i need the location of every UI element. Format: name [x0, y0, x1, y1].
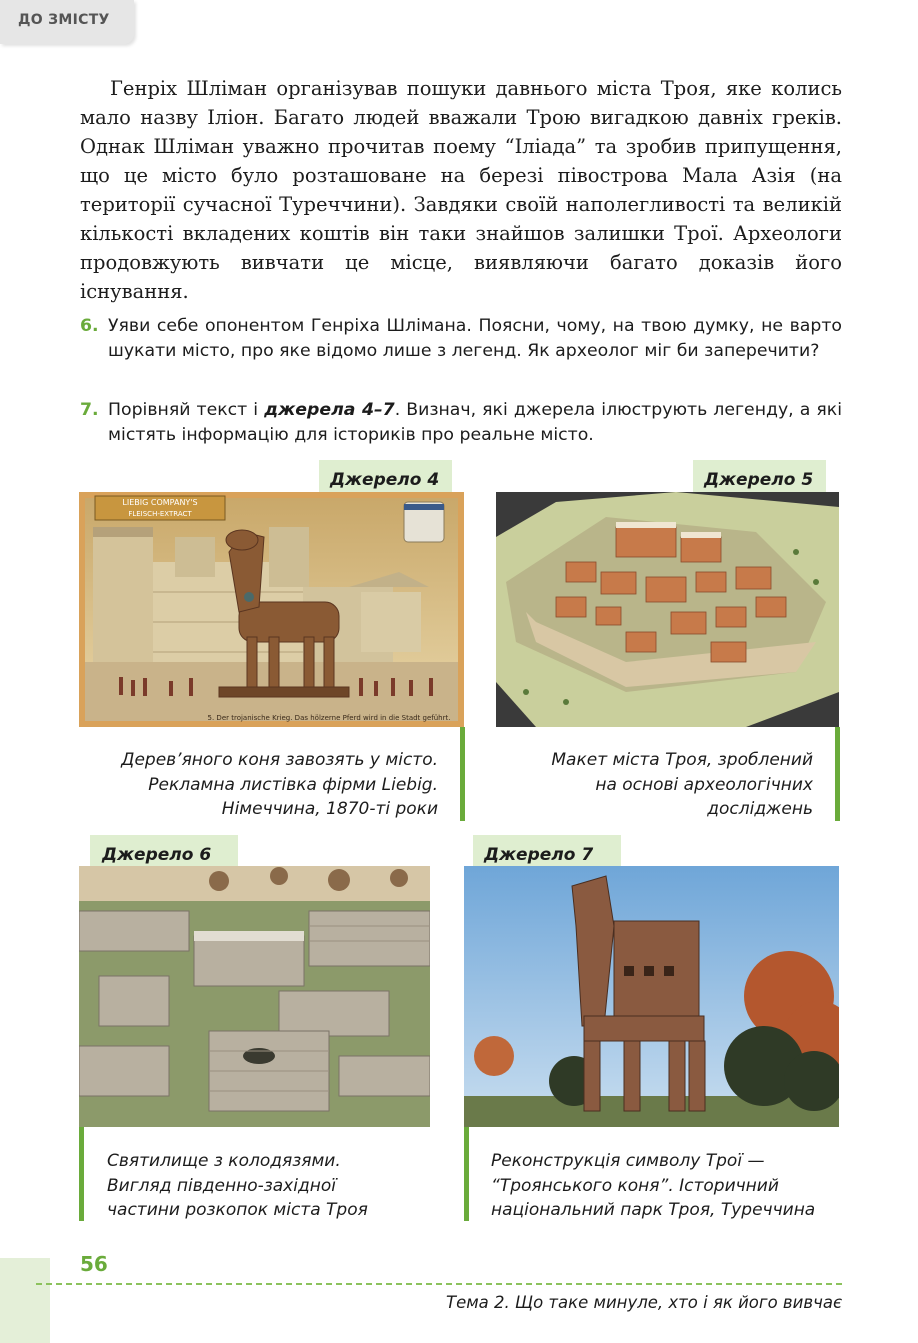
source-4-label: Джерело 4 — [319, 460, 452, 500]
caption-line: Реконструкція символу Трої — — [491, 1151, 765, 1171]
page-number: 56 — [80, 1252, 108, 1276]
sources-reference: джерела 4–7 — [264, 400, 395, 420]
caption-line: частини розкопок міста Троя — [107, 1200, 368, 1220]
task-text: Уяви себе опонентом Генріха Шлімана. Поясни, чому, на твою думку, не варто шукати місто, про яке відомо лише з легенд. Як археолог міг би заперечити? — [108, 316, 842, 361]
caption-line: досліджень — [707, 799, 813, 819]
caption-line: Рекламна листівка фірми Liebig. — [148, 774, 438, 795]
source-6-image — [79, 866, 430, 1127]
main-paragraph: Генріх Шліман організував пошуки давнього міста Троя, яке колись мало назву Іліон. Багато людей вважали Трою вигадкою давніх греків. Однак Шліман уважно прочитав поему “Іліада” та зробив припущення, що це місто було розташоване на березі півострова Мала Азія (на території сучасної Туреччини). Завдяки своїй наполегливості та великій кількості вкладених коштів він таки знайшов залишки Трої. Археологи продовжують вивчати це місце, виявляючи багато доказів його існування. — [80, 77, 842, 303]
troy-ruins-photo — [79, 866, 430, 1127]
toc-label: ДО ЗМІСТУ — [18, 12, 110, 28]
task-text — [80, 398, 842, 448]
task-number: 7. — [80, 400, 99, 420]
caption-line: “Троянського коня”. Історичний — [491, 1175, 779, 1196]
source-6-label: Джерело 6 — [90, 835, 238, 875]
task-text-part: Порівняй текст і — [108, 400, 265, 420]
caption-line: Святилище з колодязями. — [107, 1151, 341, 1171]
source-5-image — [496, 492, 839, 727]
source-5-label: Джерело 5 — [693, 460, 826, 500]
card-brand-text: LIEBIG COMPANY'S — [122, 498, 198, 507]
toc-button[interactable] — [0, 0, 134, 44]
source-7-caption — [491, 1149, 839, 1223]
caption-accent-bar — [464, 1127, 469, 1221]
task-7 — [80, 398, 842, 448]
footer-divider — [36, 1283, 842, 1285]
source-7-label: Джерело 7 — [473, 835, 621, 875]
caption-line: Вигляд південно-західної — [107, 1175, 336, 1196]
source-7-image — [464, 866, 839, 1127]
caption-accent-bar — [460, 727, 465, 821]
task-number: 6. — [80, 316, 99, 336]
caption-line: Німеччина, 1870-ті роки — [221, 799, 438, 819]
source-5-caption — [496, 748, 813, 822]
task-text-part: . Визнач, які джерела ілюструють легенду, а які містять інформацію для істориків про реальне місто. — [108, 400, 842, 445]
card-bottom-text: 5. Der trojanische Krieg. Das hölzerne Pferd wird in die Stadt geführt. — [207, 714, 451, 722]
task-6 — [80, 314, 842, 364]
caption-line: Дерев’яного коня завозять у місто. — [121, 750, 438, 770]
caption-line: Макет міста Троя, зроблений — [551, 750, 813, 770]
footer-topic: Тема 2. Що таке минуле, хто і як його вивчає — [446, 1293, 842, 1312]
trojan-horse-photo — [464, 866, 839, 1127]
caption-line: національний парк Троя, Туреччина — [491, 1200, 816, 1220]
source-4-image — [79, 492, 464, 727]
caption-accent-bar — [835, 727, 840, 821]
card-sub-text: FLEISCH-EXTRACT — [128, 510, 192, 518]
liebig-card-illustration — [79, 492, 464, 727]
source-4-caption — [79, 748, 438, 822]
page-margin-band — [0, 1258, 50, 1343]
troy-model-illustration — [496, 492, 839, 727]
caption-line: на основі археологічних — [595, 774, 813, 795]
source-6-caption — [107, 1149, 427, 1223]
caption-accent-bar — [79, 1127, 84, 1221]
